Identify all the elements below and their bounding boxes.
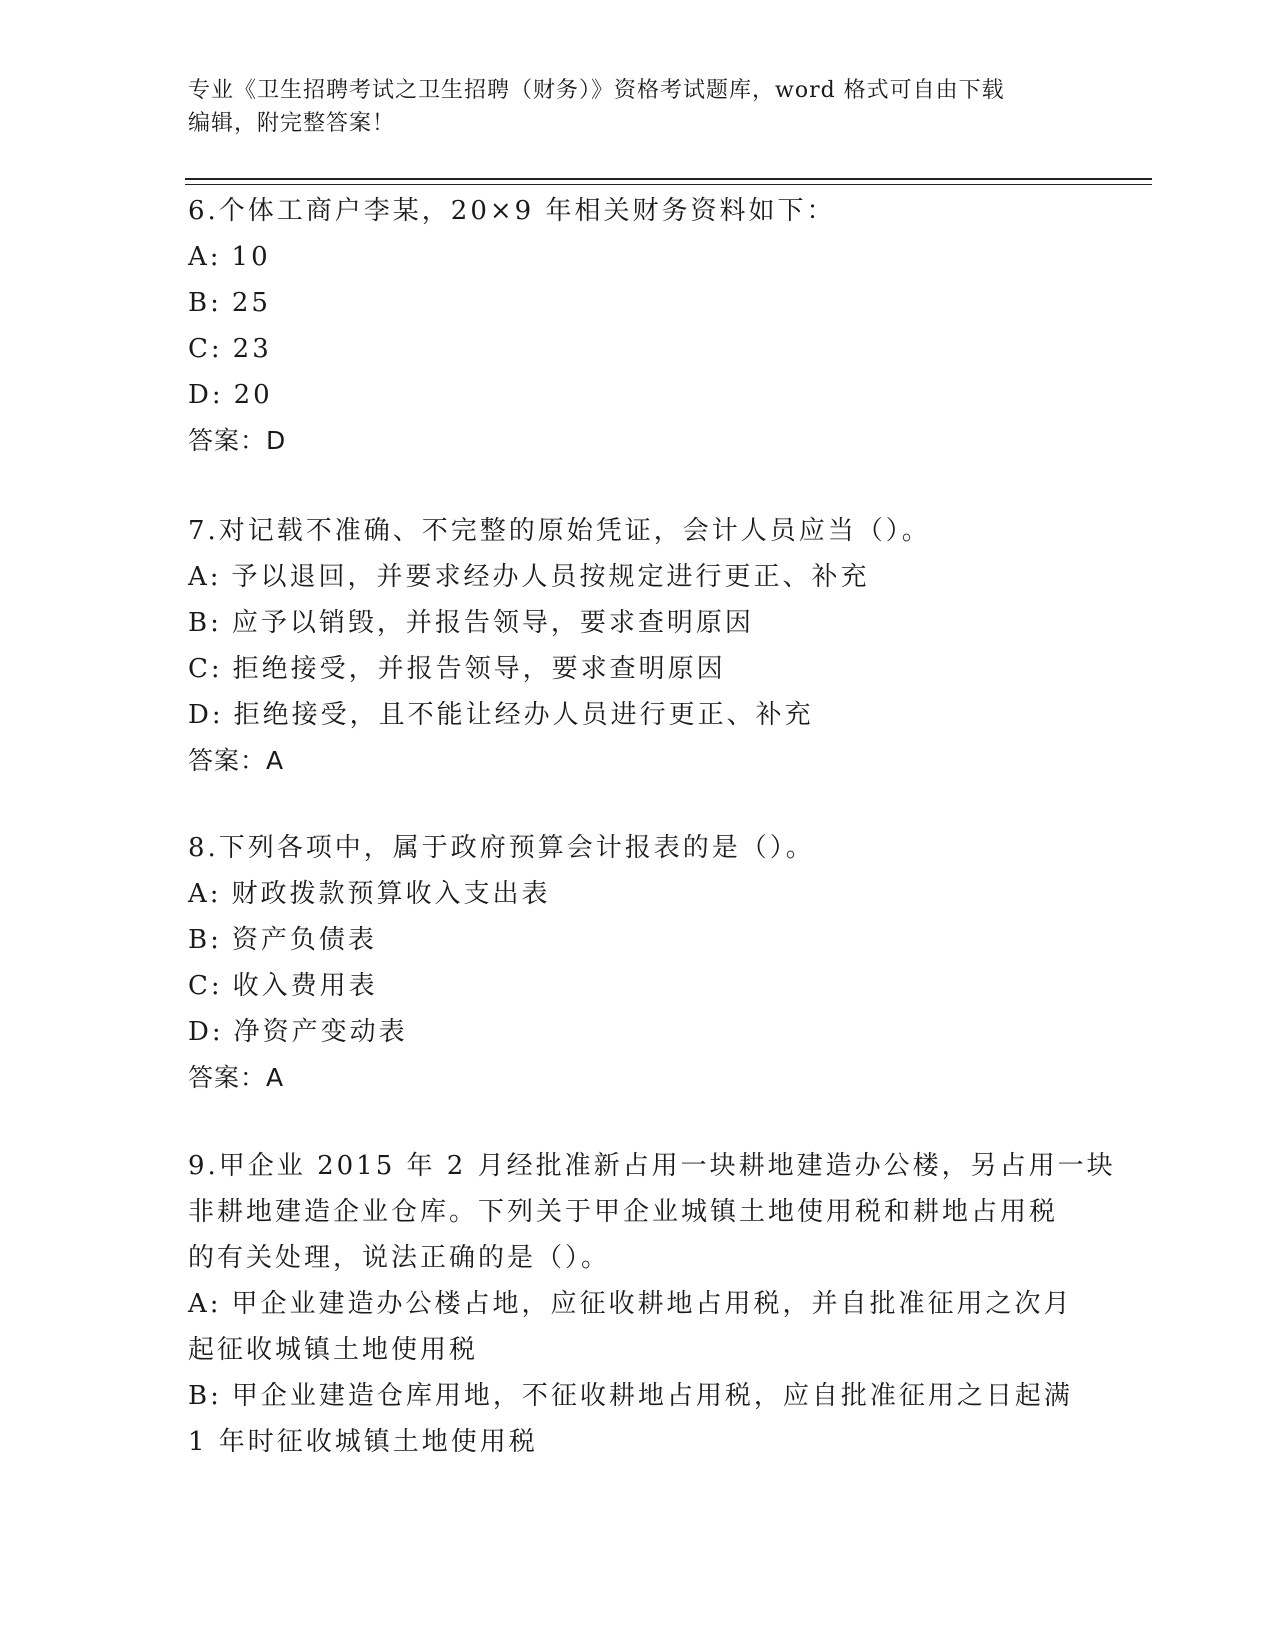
option-text: 拒绝接受，并报告领导，要求查明原因 bbox=[232, 654, 726, 684]
question-stem-line: 非耕地建造企业仓库。下列关于甲企业城镇土地使用税和耕地占用税 bbox=[188, 1197, 1059, 1227]
header-note-line: 编辑，附完整答案！ bbox=[188, 111, 396, 136]
option-b bbox=[188, 917, 1088, 963]
header-note-line: 专业《卫生招聘考试之卫生招聘（财务）》资格考试题库，word 格式可自由下载 bbox=[188, 78, 1005, 103]
option-c bbox=[188, 963, 1088, 1009]
option-text: 资产负债表 bbox=[231, 925, 377, 955]
option-text: 财政拨款预算收入支出表 bbox=[231, 879, 551, 909]
option-text: 10 bbox=[231, 242, 271, 272]
option-letter: D: bbox=[188, 380, 224, 410]
option-b-continuation: 1 年时征收城镇土地使用税 bbox=[188, 1427, 538, 1457]
option-a bbox=[188, 1281, 1088, 1327]
option-text: 甲企业建造办公楼占地，应征收耕地占用税，并自批准征用之次月 bbox=[231, 1289, 1073, 1319]
option-letter: B: bbox=[188, 288, 222, 318]
option-letter: B: bbox=[188, 1381, 222, 1411]
option-d bbox=[188, 692, 1088, 738]
header-divider bbox=[185, 178, 1152, 180]
question-stem: 8.下列各项中，属于政府预算会计报表的是（）。 bbox=[188, 833, 815, 863]
answer-line: 答案：D bbox=[188, 426, 287, 455]
option-d bbox=[188, 1009, 1088, 1055]
option-b bbox=[188, 280, 1088, 326]
option-a bbox=[188, 234, 1088, 280]
question-stem-line: 的有关处理，说法正确的是（）。 bbox=[188, 1243, 611, 1273]
option-text: 收入费用表 bbox=[232, 971, 378, 1001]
question-stem-line: 9.甲企业 2015 年 2 月经批准新占用一块耕地建造办公楼，另占用一块 bbox=[188, 1151, 1116, 1181]
option-a-continuation: 起征收城镇土地使用税 bbox=[188, 1335, 479, 1365]
option-letter: A: bbox=[188, 879, 222, 909]
option-letter: D: bbox=[188, 700, 224, 730]
option-text: 予以退回，并要求经办人员按规定进行更正、补充 bbox=[231, 562, 870, 592]
option-text: 25 bbox=[231, 288, 271, 318]
option-c bbox=[188, 646, 1088, 692]
header-divider-thin bbox=[185, 184, 1152, 185]
option-c bbox=[188, 326, 1088, 372]
option-text: 23 bbox=[232, 334, 272, 364]
answer-line: 答案：A bbox=[188, 1063, 285, 1092]
option-letter: A: bbox=[188, 242, 222, 272]
answer-line: 答案：A bbox=[188, 746, 285, 775]
option-b bbox=[188, 1373, 1088, 1419]
option-text: 净资产变动表 bbox=[233, 1017, 408, 1047]
question-stem: 6.个体工商户李某，20×9 年相关财务资料如下： bbox=[188, 196, 836, 226]
option-letter: A: bbox=[188, 1289, 222, 1319]
question-8 bbox=[188, 825, 1088, 1101]
question-stem: 7.对记载不准确、不完整的原始凭证，会计人员应当（）。 bbox=[188, 516, 931, 546]
option-b bbox=[188, 600, 1088, 646]
question-9 bbox=[188, 1143, 1116, 1465]
option-a bbox=[188, 554, 1088, 600]
option-text: 甲企业建造仓库用地，不征收耕地占用税，应自批准征用之日起满 bbox=[231, 1381, 1073, 1411]
option-text: 拒绝接受，且不能让经办人员进行更正、补充 bbox=[233, 700, 814, 730]
option-letter: D: bbox=[188, 1017, 224, 1047]
option-letter: C: bbox=[188, 654, 223, 684]
option-d bbox=[188, 372, 1088, 418]
option-text: 应予以销毁，并报告领导，要求查明原因 bbox=[231, 608, 754, 638]
header-note bbox=[188, 74, 1068, 140]
option-letter: B: bbox=[188, 925, 222, 955]
option-a bbox=[188, 871, 1088, 917]
option-letter: B: bbox=[188, 608, 222, 638]
option-letter: C: bbox=[188, 971, 223, 1001]
option-text: 20 bbox=[233, 380, 273, 410]
question-6 bbox=[188, 188, 1088, 464]
option-letter: A: bbox=[188, 562, 222, 592]
question-7 bbox=[188, 508, 1088, 784]
option-letter: C: bbox=[188, 334, 223, 364]
